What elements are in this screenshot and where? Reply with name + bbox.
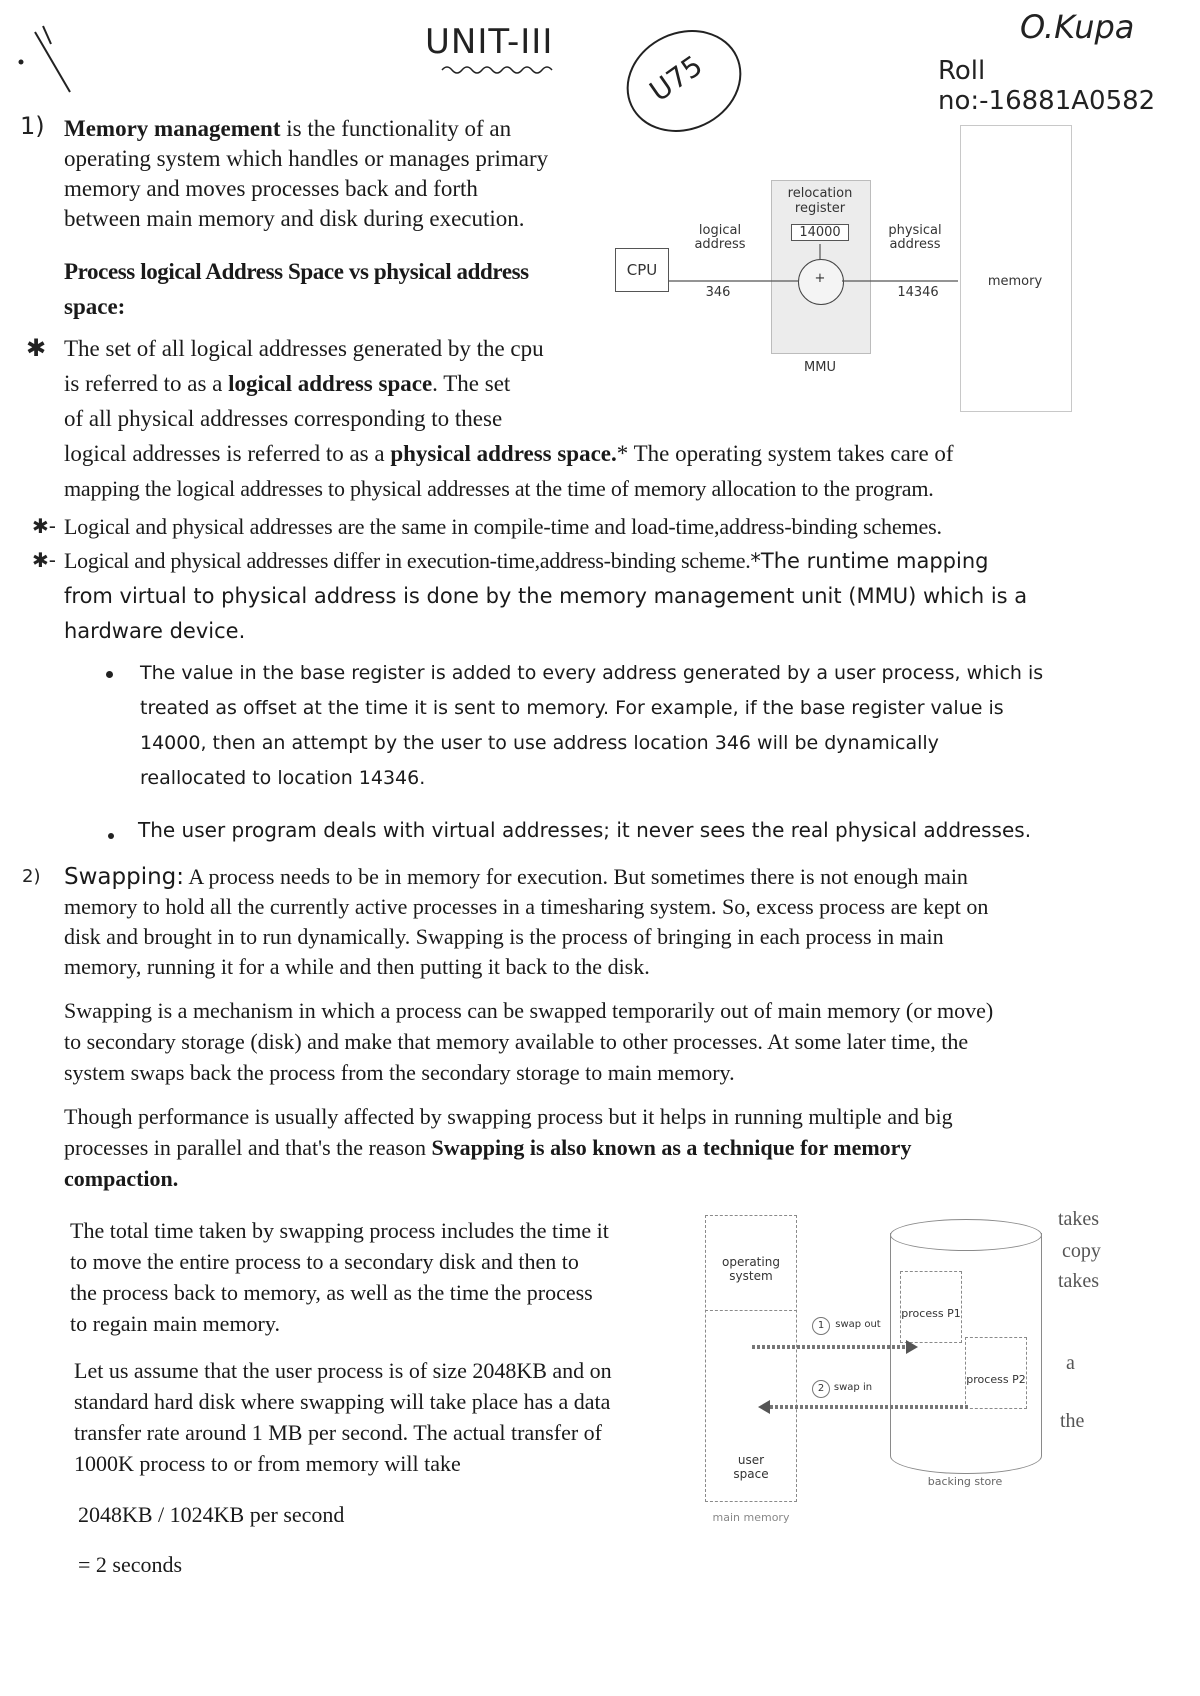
operating-system-label: operating system: [722, 1255, 780, 1283]
unit-title-underline: [440, 64, 560, 78]
mmu-diagram: [615, 120, 1085, 420]
section-number-1: 1): [20, 112, 45, 140]
mmu-sentence-line3: hardware device.: [64, 619, 246, 643]
calc-line-1: 2048KB / 1024KB per second: [78, 1502, 345, 1527]
memory-label: memory: [987, 274, 1043, 289]
bullet-base-register: The value in the base register is added to every address generated by a user process, which is treated as offset at the time it is sent to memory. For example, if the base register value is 14000, then an attempt by the user to use address location 346 will be dynamically reallocated to location 14346.: [140, 662, 1044, 789]
asterisk-mark-2: ✱-: [32, 514, 56, 538]
swap-out-number: 1: [812, 1317, 830, 1335]
swap-out-label: swap out: [835, 1319, 881, 1330]
calc-line-2: = 2 seconds: [78, 1552, 183, 1577]
bullet-virtual-addresses: The user program deals with virtual addresses; it never sees the real physical addresses.: [138, 818, 1032, 842]
cpu-box: CPU: [615, 248, 669, 292]
side-word-2: copy: [1062, 1240, 1101, 1262]
roll-number: Roll no:-16881A0582: [938, 56, 1156, 116]
swapping-paragraph-3: Though performance is usually affected by swapping process but it helps in running multiple and big processes in parallel and that's the reason Swapping is also known as a technique for memory compaction.: [64, 1104, 953, 1191]
adder-plus: +: [814, 271, 826, 286]
physical-address-space-term: physical address space.: [390, 441, 617, 466]
main-memory-label: main memory: [712, 1511, 790, 1524]
process-p2-label: process P2: [966, 1373, 1026, 1386]
side-word-5: the: [1060, 1410, 1085, 1432]
student-name: O.Kupa: [1020, 8, 1135, 46]
user-space-label: user space: [733, 1453, 769, 1481]
swap-in-number: 2: [812, 1380, 830, 1398]
mmu-label: MMU: [804, 360, 836, 375]
star-mark: ✱: [26, 334, 47, 362]
section-heading-line1: Process logical Address Space vs physical address: [64, 259, 529, 284]
intro-bold-term: Memory management: [64, 116, 281, 141]
differ-addresses-sentence: Logical and physical addresses differ in execution-time,address-binding scheme.*The runtime mapping: [64, 548, 989, 573]
bullet-marker-2: [108, 833, 114, 839]
relocation-register-label: relocation register: [787, 186, 853, 216]
mmu-sentence-line2: from virtual to physical address is done by the memory management unit (MMU) which is a: [64, 584, 1028, 608]
unit-title: UNIT-III: [425, 22, 554, 62]
bullet-marker-1: [106, 671, 113, 678]
swap-time-paragraph: The total time taken by swapping process includes the time it to move the entire process to a secondary disk and then to the process back to memory, as well as the time the process to regain main memory.: [70, 1218, 609, 1336]
circled-mark: U75: [643, 48, 709, 109]
transfer-rate-paragraph: Let us assume that the user process is of size 2048KB and on standard hard disk where swapping will take place has a data transfer rate around 1 MB per second. The actual transfer of 1000K process to or from memory will take: [74, 1358, 612, 1476]
asterisk-mark-3: ✱-: [32, 548, 56, 572]
physical-address-value: 14346: [897, 285, 939, 300]
swapping-title: Swapping:: [64, 864, 185, 890]
swapping-paragraph-1: Swapping: A process needs to be in memory for execution. But sometimes there is not enough main memory to hold all the currently active processes in a timesharing system. So, excess process are kept on disk and brought in to run dynamically. Swapping is the process of bringing in each process in main memory, running it for a while and then putting it back to the disk.: [64, 864, 989, 979]
side-word-3: takes: [1058, 1270, 1100, 1292]
logical-address-value: 346: [705, 285, 731, 300]
swap-arrows: [700, 1215, 1050, 1535]
side-word-1: takes: [1058, 1208, 1100, 1230]
swap-diagram: [700, 1215, 1050, 1535]
swap-in-label: swap in: [833, 1382, 873, 1393]
logical-address-paragraph: The set of all logical addresses generated by the cpu is referred to as a logical address space. The set of all physical addresses corresponding to these logical addresses is referred to as a physical address space.* The operating system takes care of mapping the logical addresses to physical addresses at the time of memory allocation to the program.: [64, 336, 954, 501]
backing-store-label: backing store: [927, 1475, 1003, 1488]
memory-compaction-phrase: Swapping is also known as a technique for memory: [431, 1135, 912, 1160]
side-word-4: a: [1066, 1352, 1075, 1374]
logical-address-space-term: logical address space: [228, 371, 433, 396]
memory-management-intro: Memory management is the functionality of an operating system which handles or manages primary memory and moves processes back and forth between main memory and disk during execution.: [64, 116, 549, 231]
memory-box: [960, 125, 1072, 412]
swapping-paragraph-2: Swapping is a mechanism in which a process can be swapped temporarily out of main memory (or move) to secondary storage (disk) and make that memory available to other processes. At some later time, the system swaps back the process from the secondary storage to main memory.: [64, 998, 994, 1085]
section-number-2: 2): [22, 866, 41, 887]
process-p1-label: process P1: [901, 1307, 961, 1320]
logical-address-label: logical address: [694, 223, 746, 252]
section-heading-line2: space:: [64, 294, 126, 319]
corner-pen-mark: [15, 20, 85, 100]
relocation-register-value: 14000: [791, 224, 849, 241]
same-addresses-sentence: Logical and physical addresses are the same in compile-time and load-time,address-binding schemes.: [64, 514, 942, 539]
physical-address-label: physical address: [888, 223, 942, 252]
